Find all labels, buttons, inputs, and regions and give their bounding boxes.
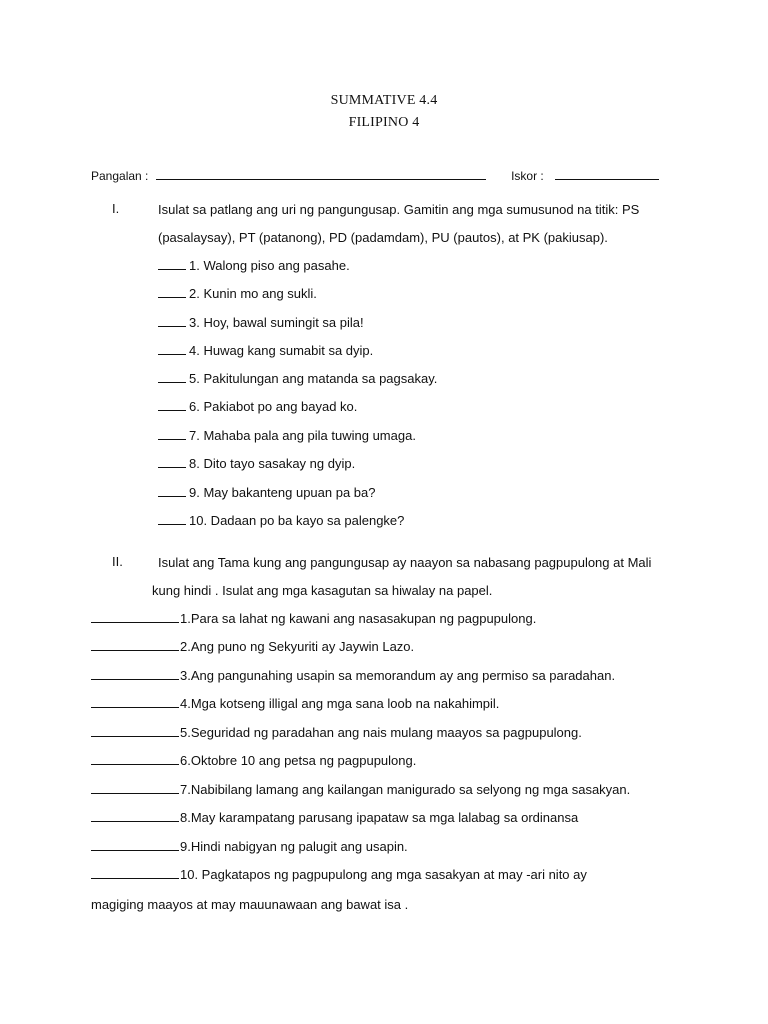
section2-number: II. — [112, 554, 123, 569]
answer-blank[interactable] — [91, 752, 179, 765]
answer-blank[interactable] — [91, 781, 179, 794]
list-item: 8. Dito tayo sasakay ng dyip. — [158, 455, 355, 473]
list-item: 5.Seguridad ng paradahan ang nais mulang maayos sa pagpupulong. — [91, 724, 582, 742]
list-item: 4.Mga kotseng illigal ang mga sana loob na nakahimpil. — [91, 695, 499, 713]
list-item: 8.May karampatang parusang ipapataw sa mga lalabag sa ordinansa — [91, 809, 578, 827]
answer-blank[interactable] — [158, 342, 186, 355]
list-item: 10. Dadaan po ba kayo sa palengke? — [158, 512, 404, 530]
answer-blank[interactable] — [91, 667, 179, 680]
list-item: 9.Hindi nabigyan ng palugit ang usapin. — [91, 838, 408, 856]
answer-blank[interactable] — [91, 695, 179, 708]
list-item: 7. Mahaba pala ang pila tuwing umaga. — [158, 427, 416, 445]
list-item: 3.Ang pangunahing usapin sa memorandum ay ang permiso sa paradahan. — [91, 667, 615, 685]
score-label: Iskor : — [511, 169, 544, 183]
answer-blank[interactable] — [158, 427, 186, 440]
answer-blank[interactable] — [91, 724, 179, 737]
answer-blank[interactable] — [91, 638, 179, 651]
answer-blank[interactable] — [158, 257, 186, 270]
list-item: 1.Para sa lahat ng kawani ang nasasakupan ng pagpupulong. — [91, 610, 536, 628]
list-item: 9. May bakanteng upuan pa ba? — [158, 484, 375, 502]
answer-blank[interactable] — [91, 838, 179, 851]
section2-instruction-line2: kung hindi . Isulat ang mga kasagutan sa hiwalay na papel. — [152, 583, 493, 598]
answer-blank[interactable] — [158, 314, 186, 327]
answer-blank[interactable] — [158, 512, 186, 525]
answer-blank[interactable] — [158, 398, 186, 411]
answer-blank[interactable] — [91, 809, 179, 822]
answer-blank[interactable] — [158, 455, 186, 468]
list-item: 2.Ang puno ng Sekyuriti ay Jaywin Lazo. — [91, 638, 414, 656]
list-item: 3. Hoy, bawal sumingit sa pila! — [158, 314, 364, 332]
name-score-row — [91, 167, 659, 183]
answer-blank[interactable] — [158, 285, 186, 298]
list-item: 7.Nabibilang lamang ang kailangan manigurado sa selyong ng mga sasakyan. — [91, 781, 630, 799]
answer-blank[interactable] — [158, 484, 186, 497]
score-blank[interactable] — [555, 167, 659, 180]
answer-blank[interactable] — [158, 370, 186, 383]
section1-instruction-line1: Isulat sa patlang ang uri ng pangungusap. Gamitin ang mga sumusunod na titik: PS — [158, 202, 640, 217]
name-label: Pangalan : — [91, 169, 149, 183]
worksheet-title: SUMMATIVE 4.4 — [330, 93, 438, 108]
name-blank[interactable] — [156, 167, 486, 180]
section1-number: I. — [112, 201, 120, 216]
answer-blank[interactable] — [91, 866, 179, 879]
list-item: 4. Huwag kang sumabit sa dyip. — [158, 342, 373, 360]
list-item: 6.Oktobre 10 ang petsa ng pagpupulong. — [91, 752, 416, 770]
list-item: 1. Walong piso ang pasahe. — [158, 257, 350, 275]
item10-continuation: magiging maayos at may mauunawaan ang bawat isa . — [91, 897, 409, 912]
list-item: 10. Pagkatapos ng pagpupulong ang mga sasakyan at may -ari nito ay — [91, 866, 587, 884]
answer-blank[interactable] — [91, 610, 179, 623]
worksheet-subject: FILIPINO 4 — [348, 115, 420, 130]
list-item: 2. Kunin mo ang sukli. — [158, 285, 317, 303]
section2-instruction-line1: Isulat ang Tama kung ang pangungusap ay naayon sa nabasang pagpupulong at Mali — [158, 555, 652, 570]
list-item: 6. Pakiabot po ang bayad ko. — [158, 398, 357, 416]
section1-instruction-line2: (pasalaysay), PT (patanong), PD (padamdam), PU (pautos), at PK (pakiusap). — [158, 230, 608, 245]
list-item: 5. Pakitulungan ang matanda sa pagsakay. — [158, 370, 437, 388]
